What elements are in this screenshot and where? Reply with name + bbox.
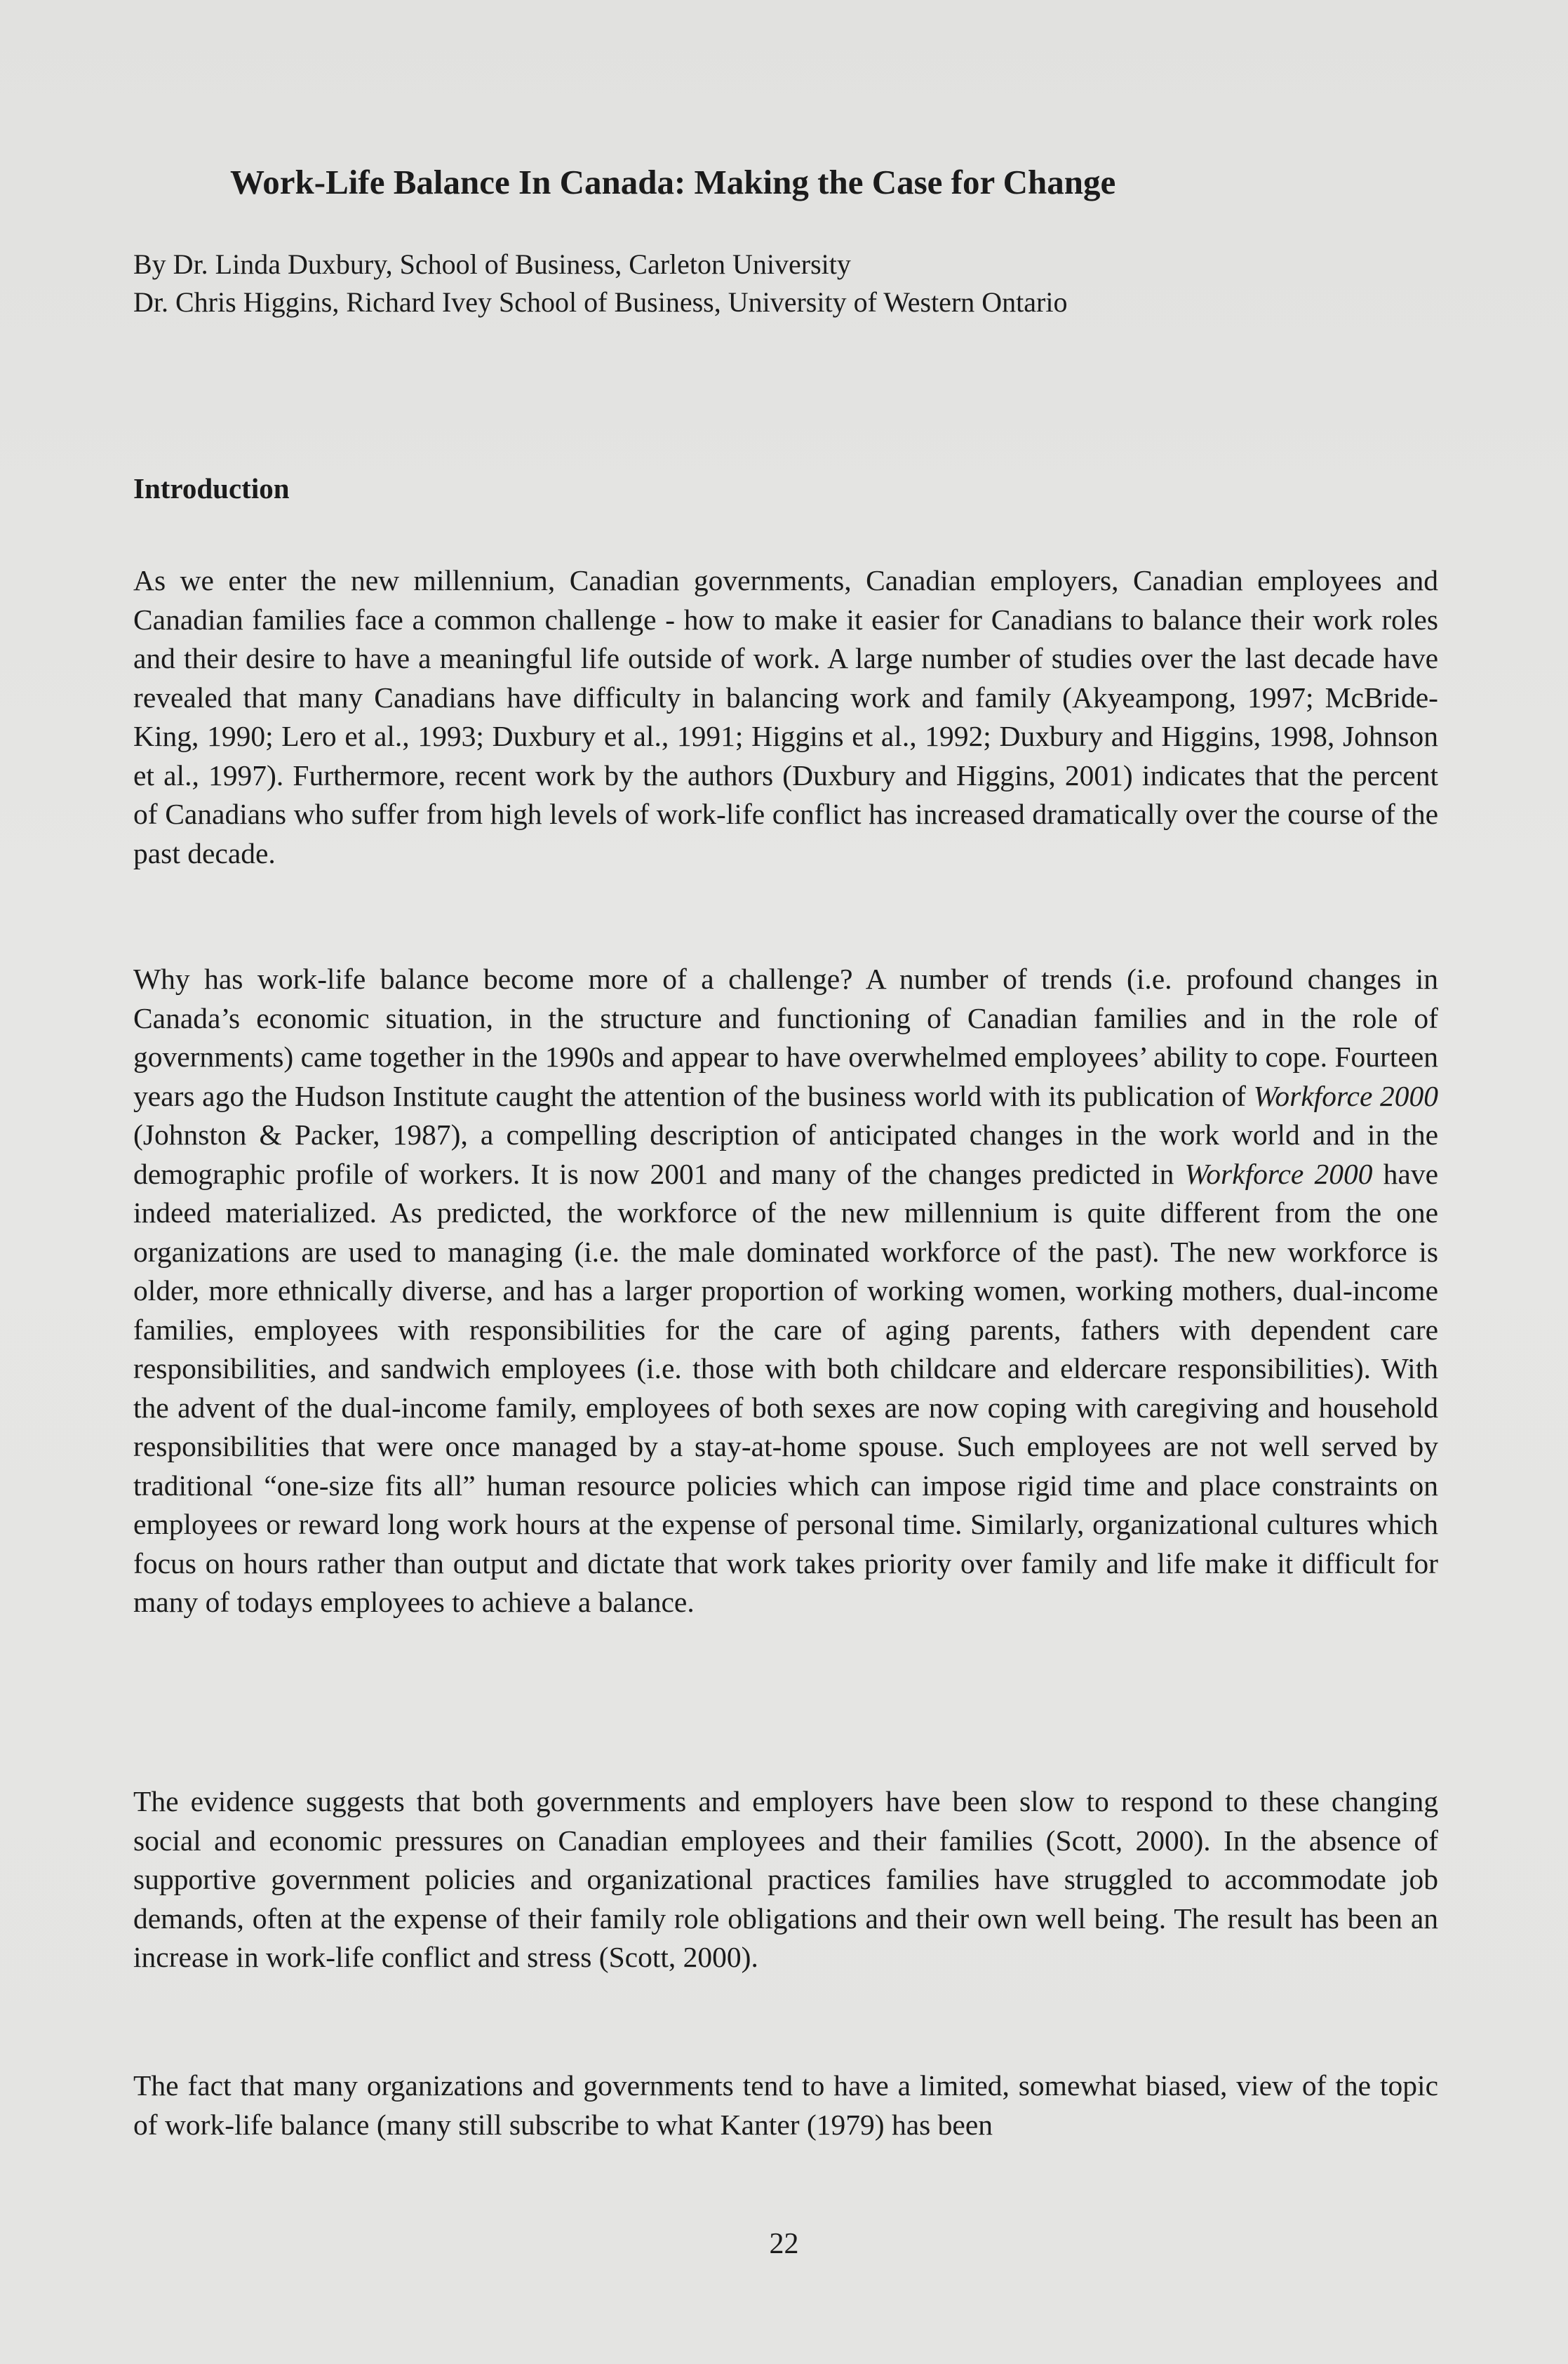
author-byline: [133, 246, 1466, 321]
paragraph-2: [133, 960, 1438, 1622]
section-heading: Introduction: [133, 472, 290, 505]
paragraph-1: As we enter the new millennium, Canadian governments, Canadian employers, Canadian employees and Canadian families face a common challenge - how to make it easier for Canadians to balance their work roles and their desire to have a meaningful life outside of work. A large number of studies over the last decade have revealed that many Canadians have difficulty in balancing work and family (Akyeampong, 1997; McBride-King, 1990; Lero et al., 1993; Duxbury et al., 1991; Higgins et al., 1992; Duxbury and Higgins, 1998, Johnson et al., 1997). Furthermore, recent work by the authors (Duxbury and Higgins, 2001) indicates that the percent of Canadians who suffer from high levels of work-life conflict has increased dramatically over the course of the past decade.: [133, 564, 1438, 869]
workforce-2000-title-1: Workforce 2000: [1253, 1079, 1438, 1112]
document-title: Work-Life Balance In Canada: Making the Case for Change: [230, 163, 1116, 201]
paragraph-2-part-a: Why has work-life balance become more of a challenge? A number of trends (i.e. profound changes in Canada’s economic situation, in the structure and functioning of Canadian families and in the role of governments) came together in the 1990s and appear to have overwhelmed employees’ ability to cope. Fourteen years ago the Hudson Institute caught the attention of the business world with its publication of: [133, 963, 1438, 1112]
author-line-2: Dr. Chris Higgins, Richard Ivey School of Business, University of Western Ontario: [133, 286, 1068, 318]
paragraph-2-part-c: have indeed materialized. As predicted, the workforce of the new millennium is quite different from the one organizations are used to managing (i.e. the male dominated workforce of the past). The new workforce is older, more ethnically diverse, and has a larger proportion of working women, working mothers, dual-income families, employees with responsibilities for the care of aging parents, fathers with dependent care responsibilities, and sandwich employees (i.e. those with both childcare and eldercare responsibilities). With the advent of the dual-income family, employees of both sexes are now coping with caregiving and household responsibilities that were once managed by a stay-at-home spouse. Such employees are not well served by traditional “one-size fits all” human resource policies which can impose rigid time and place constraints on employees or reward long work hours at the expense of personal time. Similarly, organizational cultures which focus on hours rather than output and dictate that work takes priority over family and life make it difficult for many of todays employees to achieve a balance.: [133, 1157, 1439, 1618]
page-number: 22: [769, 2228, 799, 2260]
author-line-1: By Dr. Linda Duxbury, School of Business, Carleton University: [133, 248, 851, 280]
paragraph-2-part-b: (Johnston & Packer, 1987), a compelling description of anticipated changes in the work world and in the demographic profile of workers. It is now 2001 and many of the changes predicted in: [133, 1118, 1438, 1190]
paragraph-4: The fact that many organizations and governments tend to have a limited, somewhat biased, view of the topic of work-life balance (many still subscribe to what Kanter (1979) has been: [133, 2069, 1438, 2141]
workforce-2000-title-2: Workforce 2000: [1184, 1157, 1373, 1190]
paragraph-3: The evidence suggests that both governments and employers have been slow to respond to these changing social and economic pressures on Canadian employees and their families (Scott, 2000). In the absence of supportive government policies and organizational practices families have struggled to accommodate job demands, often at the expense of their family role obligations and their own well being. The result has been an increase in work-life conflict and stress (Scott, 2000).: [133, 1785, 1438, 1973]
